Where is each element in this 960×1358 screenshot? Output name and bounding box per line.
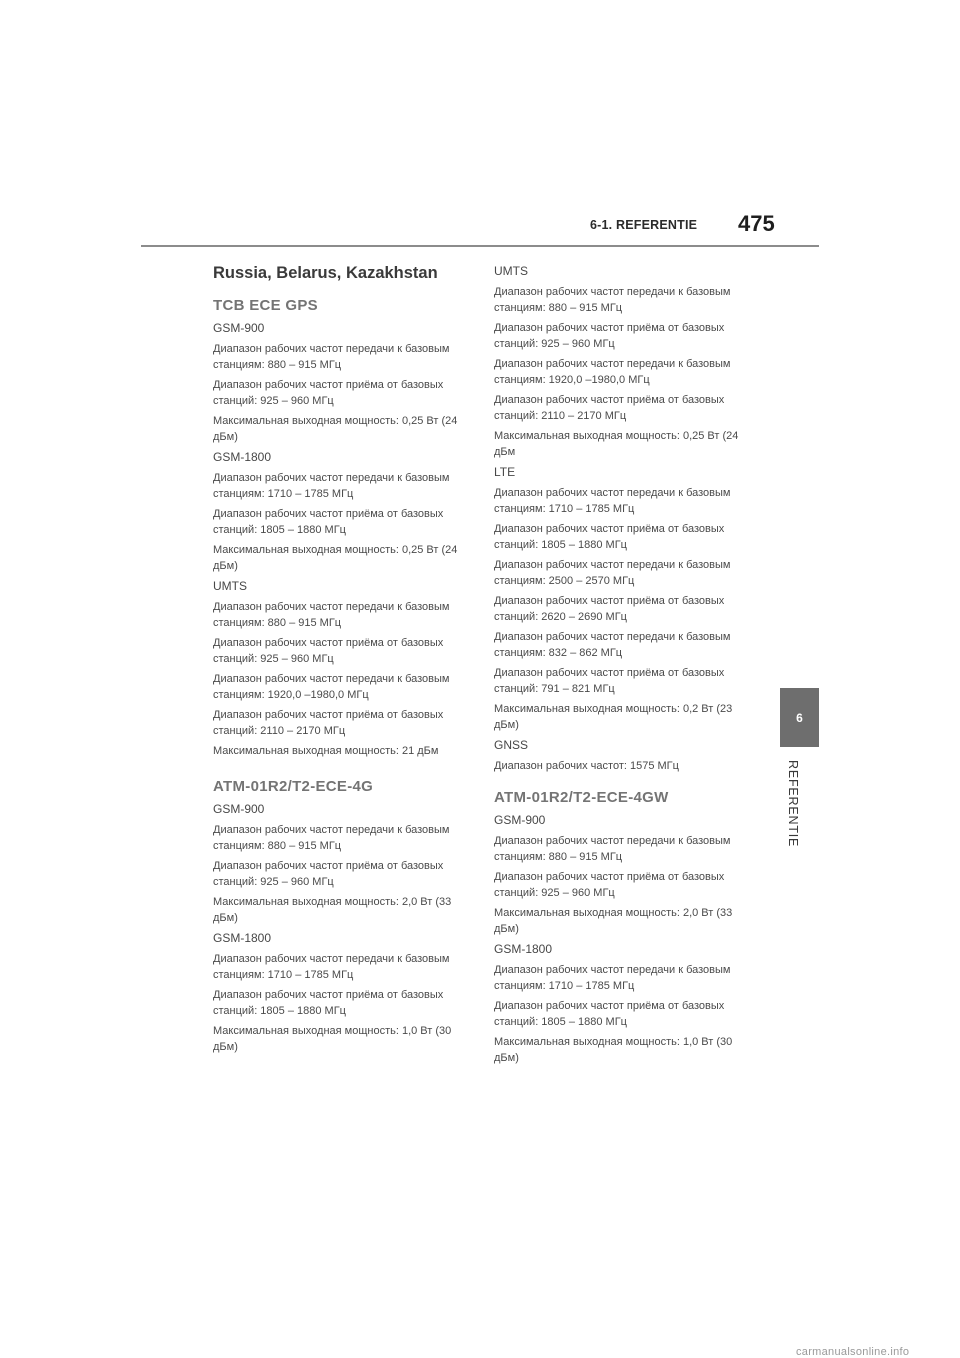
- spec-line: Диапазон рабочих частот приёма от базовых станций: 2620 – 2690 МГц: [494, 595, 725, 623]
- spec-line: Диапазон рабочих частот передачи к базовым станциям: 2500 – 2570 МГц: [494, 559, 731, 587]
- spec-line: Диапазон рабочих частот приёма от базовых станций: 2110 – 2170 МГц: [494, 394, 725, 422]
- spec-line: Максимальная выходная мощность: 1,0 Вт (30 дБм): [494, 1036, 733, 1064]
- band-name: LTE: [494, 465, 516, 479]
- spec-line: Диапазон рабочих частот приёма от базовых станций: 925 – 960 МГц: [213, 379, 444, 407]
- spec-line: Максимальная выходная мощность: 0,25 Вт (24 дБм): [213, 544, 458, 572]
- chapter-label: REFERENTIE: [786, 760, 800, 848]
- spec-line: Диапазон рабочих частот приёма от базовых станций: 1805 – 1880 МГц: [213, 989, 444, 1017]
- device-heading: ATM-01R2/T2-ECE-4GW: [494, 789, 669, 806]
- band-name: GSM-900: [213, 321, 265, 335]
- spec-line: Диапазон рабочих частот передачи к базовым станциям: 880 – 915 МГц: [494, 286, 731, 314]
- spec-line: Диапазон рабочих частот передачи к базовым станциям: 1920,0 –1980,0 МГц: [213, 673, 450, 701]
- chapter-tab[interactable]: [780, 688, 819, 747]
- spec-line: Диапазон рабочих частот приёма от базовых станций: 1805 – 1880 МГц: [213, 508, 444, 536]
- section-title: 6-1. REFERENTIE: [590, 218, 698, 232]
- footer-watermark: carmanualsonline.info: [796, 1346, 910, 1358]
- spec-line: Диапазон рабочих частот приёма от базовых станций: 1805 – 1880 МГц: [494, 523, 725, 551]
- spec-line: Диапазон рабочих частот приёма от базовых станций: 925 – 960 МГц: [494, 871, 725, 899]
- spec-line: Максимальная выходная мощность: 2,0 Вт (33 дБм): [213, 896, 452, 924]
- spec-line: Максимальная выходная мощность: 2,0 Вт (33 дБм): [494, 907, 733, 935]
- header-divider: [141, 245, 819, 247]
- spec-line: Диапазон рабочих частот передачи к базовым станциям: 1920,0 –1980,0 МГц: [494, 358, 731, 386]
- spec-line: Диапазон рабочих частот передачи к базовым станциям: 880 – 915 МГц: [213, 601, 450, 629]
- spec-line: Диапазон рабочих частот приёма от базовых станций: 925 – 960 МГц: [494, 322, 725, 350]
- right-device-list: [494, 788, 750, 1066]
- band-name: GSM-1800: [494, 942, 553, 956]
- band-name: GSM-900: [213, 802, 265, 816]
- band-name: UMTS: [213, 579, 247, 593]
- page-number: 475: [738, 211, 775, 236]
- spec-line: Диапазон рабочих частот приёма от базовых станций: 1805 – 1880 МГц: [494, 1000, 725, 1028]
- spec-line: Диапазон рабочих частот передачи к базовым станциям: 1710 – 1785 МГц: [494, 487, 731, 515]
- band-name: GSM-900: [494, 813, 546, 827]
- spec-line: Диапазон рабочих частот: 1575 МГц: [494, 760, 679, 772]
- spec-line: Диапазон рабочих частот передачи к базовым станциям: 880 – 915 МГц: [213, 824, 450, 852]
- spec-line: Максимальная выходная мощность: 21 дБм: [213, 745, 439, 757]
- band-name: GNSS: [494, 738, 529, 752]
- right-continued-specs: [494, 263, 750, 774]
- spec-line: Диапазон рабочих частот приёма от базовых станций: 791 – 821 МГц: [494, 667, 725, 695]
- region-heading: Russia, Belarus, Kazakhstan: [213, 264, 438, 282]
- chapter-number: 6: [796, 710, 803, 725]
- spec-line: Максимальная выходная мощность: 0,25 Вт (24 дБм): [213, 415, 458, 443]
- left-column: [213, 263, 469, 1059]
- device-heading: TCB ECE GPS: [213, 297, 318, 314]
- spec-line: Диапазон рабочих частот передачи к базовым станциям: 1710 – 1785 МГц: [494, 964, 731, 992]
- spec-line: Диапазон рабочих частот передачи к базовым станциям: 832 – 862 МГц: [494, 631, 731, 659]
- spec-line: Диапазон рабочих частот передачи к базовым станциям: 880 – 915 МГц: [213, 343, 450, 371]
- spec-line: Максимальная выходная мощность: 0,2 Вт (23 дБм): [494, 703, 733, 731]
- right-column: [494, 263, 750, 1070]
- spec-line: Максимальная выходная мощность: 1,0 Вт (30 дБм): [213, 1025, 452, 1053]
- spec-line: Диапазон рабочих частот приёма от базовых станций: 925 – 960 МГц: [213, 637, 444, 665]
- band-name: UMTS: [494, 264, 528, 278]
- spec-line: Диапазон рабочих частот передачи к базовым станциям: 880 – 915 МГц: [494, 835, 731, 863]
- left-device-list: [213, 296, 469, 1055]
- spec-line: Диапазон рабочих частот передачи к базовым станциям: 1710 – 1785 МГц: [213, 953, 450, 981]
- spec-line: Диапазон рабочих частот передачи к базовым станциям: 1710 – 1785 МГц: [213, 472, 450, 500]
- spec-line: Диапазон рабочих частот приёма от базовых станций: 925 – 960 МГц: [213, 860, 444, 888]
- spec-line: Максимальная выходная мощность: 0,25 Вт (24 дБм: [494, 430, 739, 458]
- band-name: GSM-1800: [213, 931, 272, 945]
- device-heading: ATM-01R2/T2-ECE-4G: [213, 778, 374, 795]
- band-name: GSM-1800: [213, 450, 272, 464]
- spec-line: Диапазон рабочих частот приёма от базовых станций: 2110 – 2170 МГц: [213, 709, 444, 737]
